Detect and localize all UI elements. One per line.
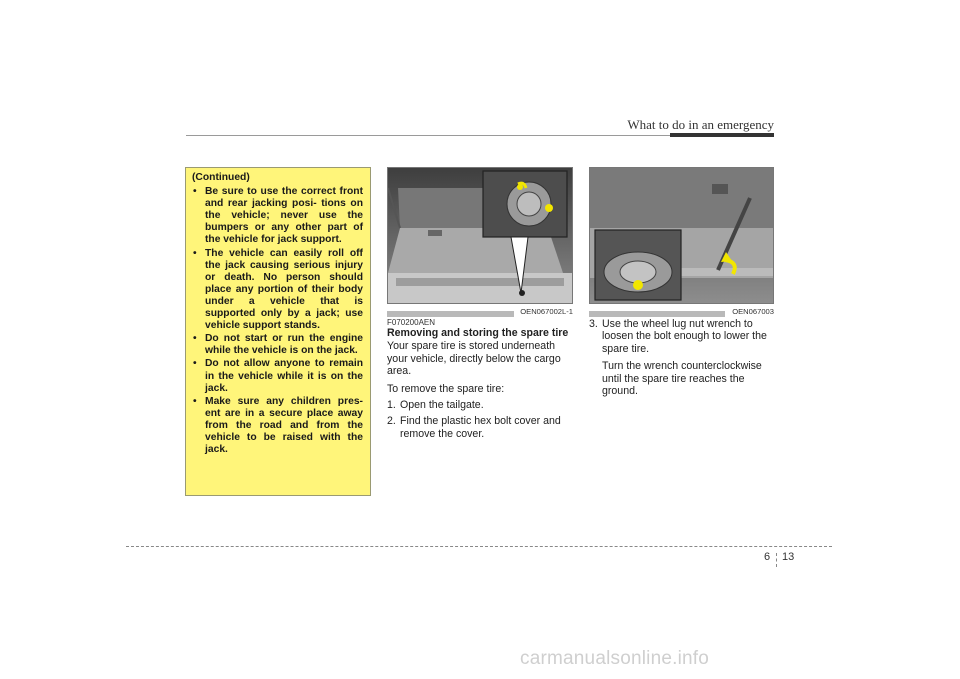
figure-caption: OEN067002L-1 — [520, 307, 573, 316]
warning-continued: (Continued) — [192, 172, 250, 183]
caption-bar — [589, 311, 725, 317]
step-item — [387, 415, 574, 440]
section-code: F070200AEN — [387, 318, 436, 327]
chapter-number: 6 — [764, 551, 771, 563]
step-item — [387, 399, 574, 411]
warning-bullet: • Do not allow anyone to remain in the vehicle while it is on the jack. — [192, 358, 363, 394]
right-column — [589, 318, 775, 397]
lead-text: To remove the spare tire: — [387, 382, 505, 395]
warning-bullet: • Do not start or run the engine while the vehicle is on the jack. — [192, 333, 363, 357]
warning-bullet: • The vehicle can easily roll off the jack causing serious injury or death. No person should place any portion of their body under a vehicle that is supported only by a jack; use vehicle support stands. — [192, 248, 363, 333]
intro-paragraph: Your spare tire is stored underneath your vehicle, directly below the cargo area. — [387, 340, 561, 378]
page-number: 13 — [782, 551, 795, 563]
warning-list — [192, 186, 363, 456]
step-text: Use the wheel lug nut wrench to loosen the bolt enough to lower the spare tire. — [602, 318, 767, 355]
step-item — [589, 318, 775, 355]
step-number: 3. — [589, 318, 598, 330]
section-heading: Removing and storing the spare tire — [387, 327, 569, 339]
warning-bullet: • Make sure any children pres- ent are in a secure place away from the road and from the vehicle to be raised with the jack. — [192, 396, 363, 456]
warning-bullet: • Be sure to use the correct front and rear jacking posi- tions on the vehicle; never use the bumpers or any other part of the vehicle for jack support. — [192, 186, 363, 246]
step-text: Open the tailgate. — [400, 399, 484, 412]
step-number: 2. — [387, 415, 396, 428]
footer-rule — [126, 546, 832, 547]
step-number: 1. — [387, 399, 396, 412]
step-note: Turn the wrench counterclockwise until the spare tire reaches the ground. — [602, 360, 762, 398]
caption-bar — [387, 311, 514, 317]
section-title: What to do in an emergency — [627, 117, 774, 132]
figure-caption: OEN067003 — [732, 307, 774, 316]
warning-box — [185, 167, 371, 496]
watermark: carmanualsonline.info — [520, 648, 710, 669]
step-text: Find the plastic hex bolt cover and remove the cover. — [400, 415, 561, 440]
header-rule-accent — [670, 133, 774, 137]
wrench-photo — [589, 167, 774, 304]
page-separator — [776, 553, 777, 567]
cargo-area-photo — [387, 167, 573, 304]
middle-column — [387, 318, 574, 440]
